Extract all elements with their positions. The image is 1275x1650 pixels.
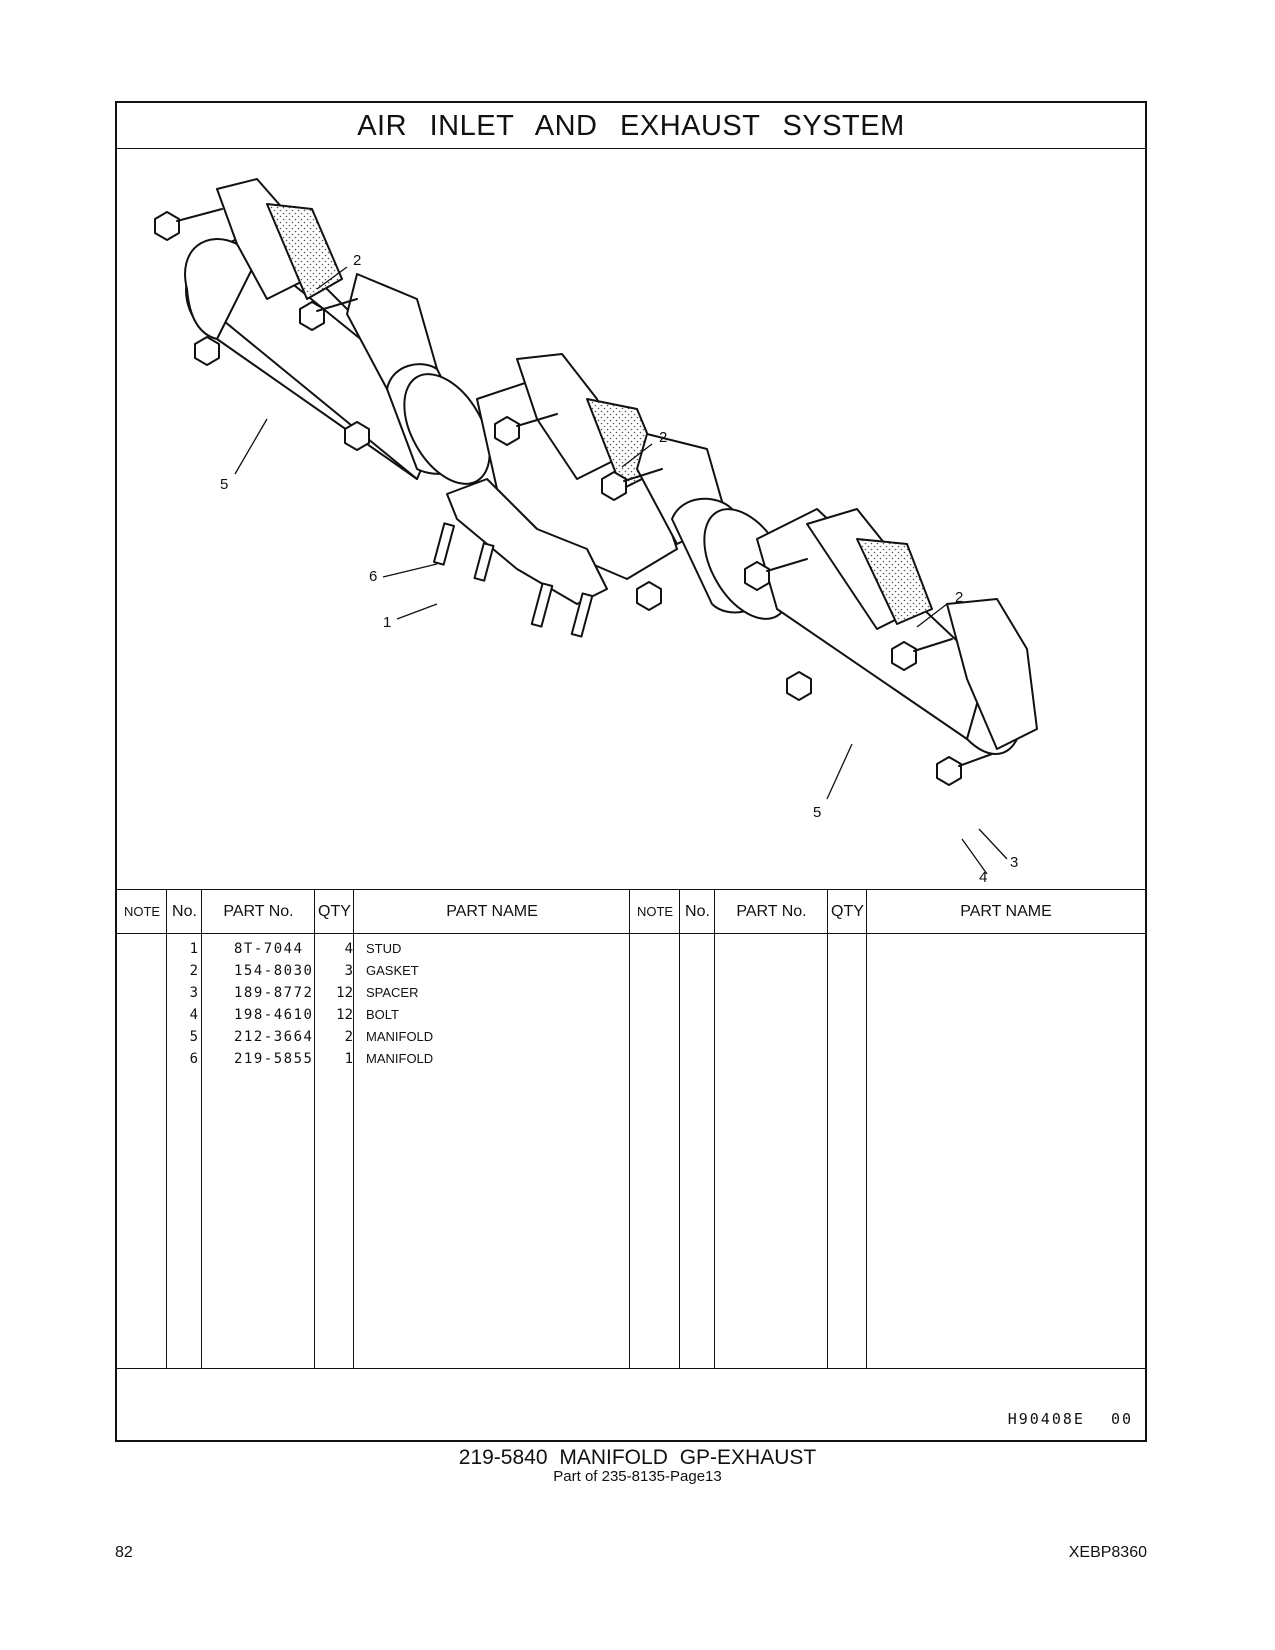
manifold-illustration: [117, 149, 1145, 889]
table-row: [117, 1004, 1145, 1026]
callout-1: 1: [383, 614, 392, 631]
callout-3: 3: [1010, 854, 1019, 871]
header-part-name: PART NAME: [446, 903, 538, 920]
table-row: [117, 1026, 1145, 1048]
part-number: 8T-7044: [234, 941, 304, 957]
part-name: MANIFOLD: [366, 1051, 434, 1066]
part-name: GASKET: [366, 963, 419, 978]
quantity: 1: [344, 1051, 353, 1067]
illustration-code: [1008, 1410, 1133, 1428]
caption-subtitle: Part of 235-8135-Page13: [553, 1468, 722, 1485]
header-note: NOTE: [636, 904, 674, 919]
item-number: 4: [189, 1007, 198, 1023]
table-row: [117, 982, 1145, 1004]
table-row: [117, 960, 1145, 982]
illustration-number: H90408E: [1007, 1410, 1085, 1428]
illustration-revision: 00: [1110, 1410, 1133, 1428]
parts-table: [117, 889, 1145, 1369]
quantity: 12: [336, 985, 353, 1001]
page-number: 82: [115, 1544, 133, 1561]
callout-2: 2: [659, 429, 668, 446]
callout-2: 2: [955, 589, 964, 606]
item-number: 3: [189, 985, 198, 1001]
part-name: SPACER: [366, 985, 419, 1000]
part-name: BOLT: [366, 1007, 399, 1022]
header-qty: QTY: [831, 903, 864, 920]
quantity: 3: [344, 963, 353, 979]
callout-6: 6: [369, 568, 378, 585]
parts-frame: [115, 101, 1147, 1442]
header-qty: QTY: [318, 903, 351, 920]
header-no: No.: [685, 903, 710, 920]
part-number: 212-3664: [234, 1029, 314, 1045]
section-title: AIR INLET AND EXHAUST SYSTEM: [117, 103, 1145, 149]
header-part-name: PART NAME: [960, 903, 1052, 920]
caption-title: 219-5840 MANIFOLD GP-EXHAUST: [458, 1446, 817, 1469]
part-number: 219-5855: [234, 1051, 314, 1067]
item-number: 1: [189, 941, 198, 957]
quantity: 12: [336, 1007, 353, 1023]
document-code: XEBP8360: [1068, 1544, 1147, 1561]
part-name: STUD: [366, 941, 402, 956]
header-no: No.: [172, 903, 197, 920]
header-part-no: PART No.: [223, 903, 294, 920]
header-part-no: PART No.: [736, 903, 807, 920]
part-number: 198-4610: [234, 1007, 314, 1023]
callout-2: 2: [353, 252, 362, 269]
part-number: 189-8772: [234, 985, 314, 1001]
callout-5: 5: [813, 804, 822, 821]
item-number: 2: [189, 963, 198, 979]
quantity: 4: [344, 941, 353, 957]
table-row: [117, 938, 1145, 960]
table-row: [117, 1048, 1145, 1070]
callout-4: 4: [979, 869, 988, 886]
item-number: 5: [189, 1029, 198, 1045]
part-name: MANIFOLD: [366, 1029, 434, 1044]
part-number: 154-8030: [234, 963, 314, 979]
item-number: 6: [189, 1051, 198, 1067]
exploded-view-drawing: [117, 149, 1145, 889]
header-note: NOTE: [123, 904, 161, 919]
callout-5: 5: [220, 476, 229, 493]
figure-caption: [0, 1446, 1275, 1485]
quantity: 2: [344, 1029, 353, 1045]
